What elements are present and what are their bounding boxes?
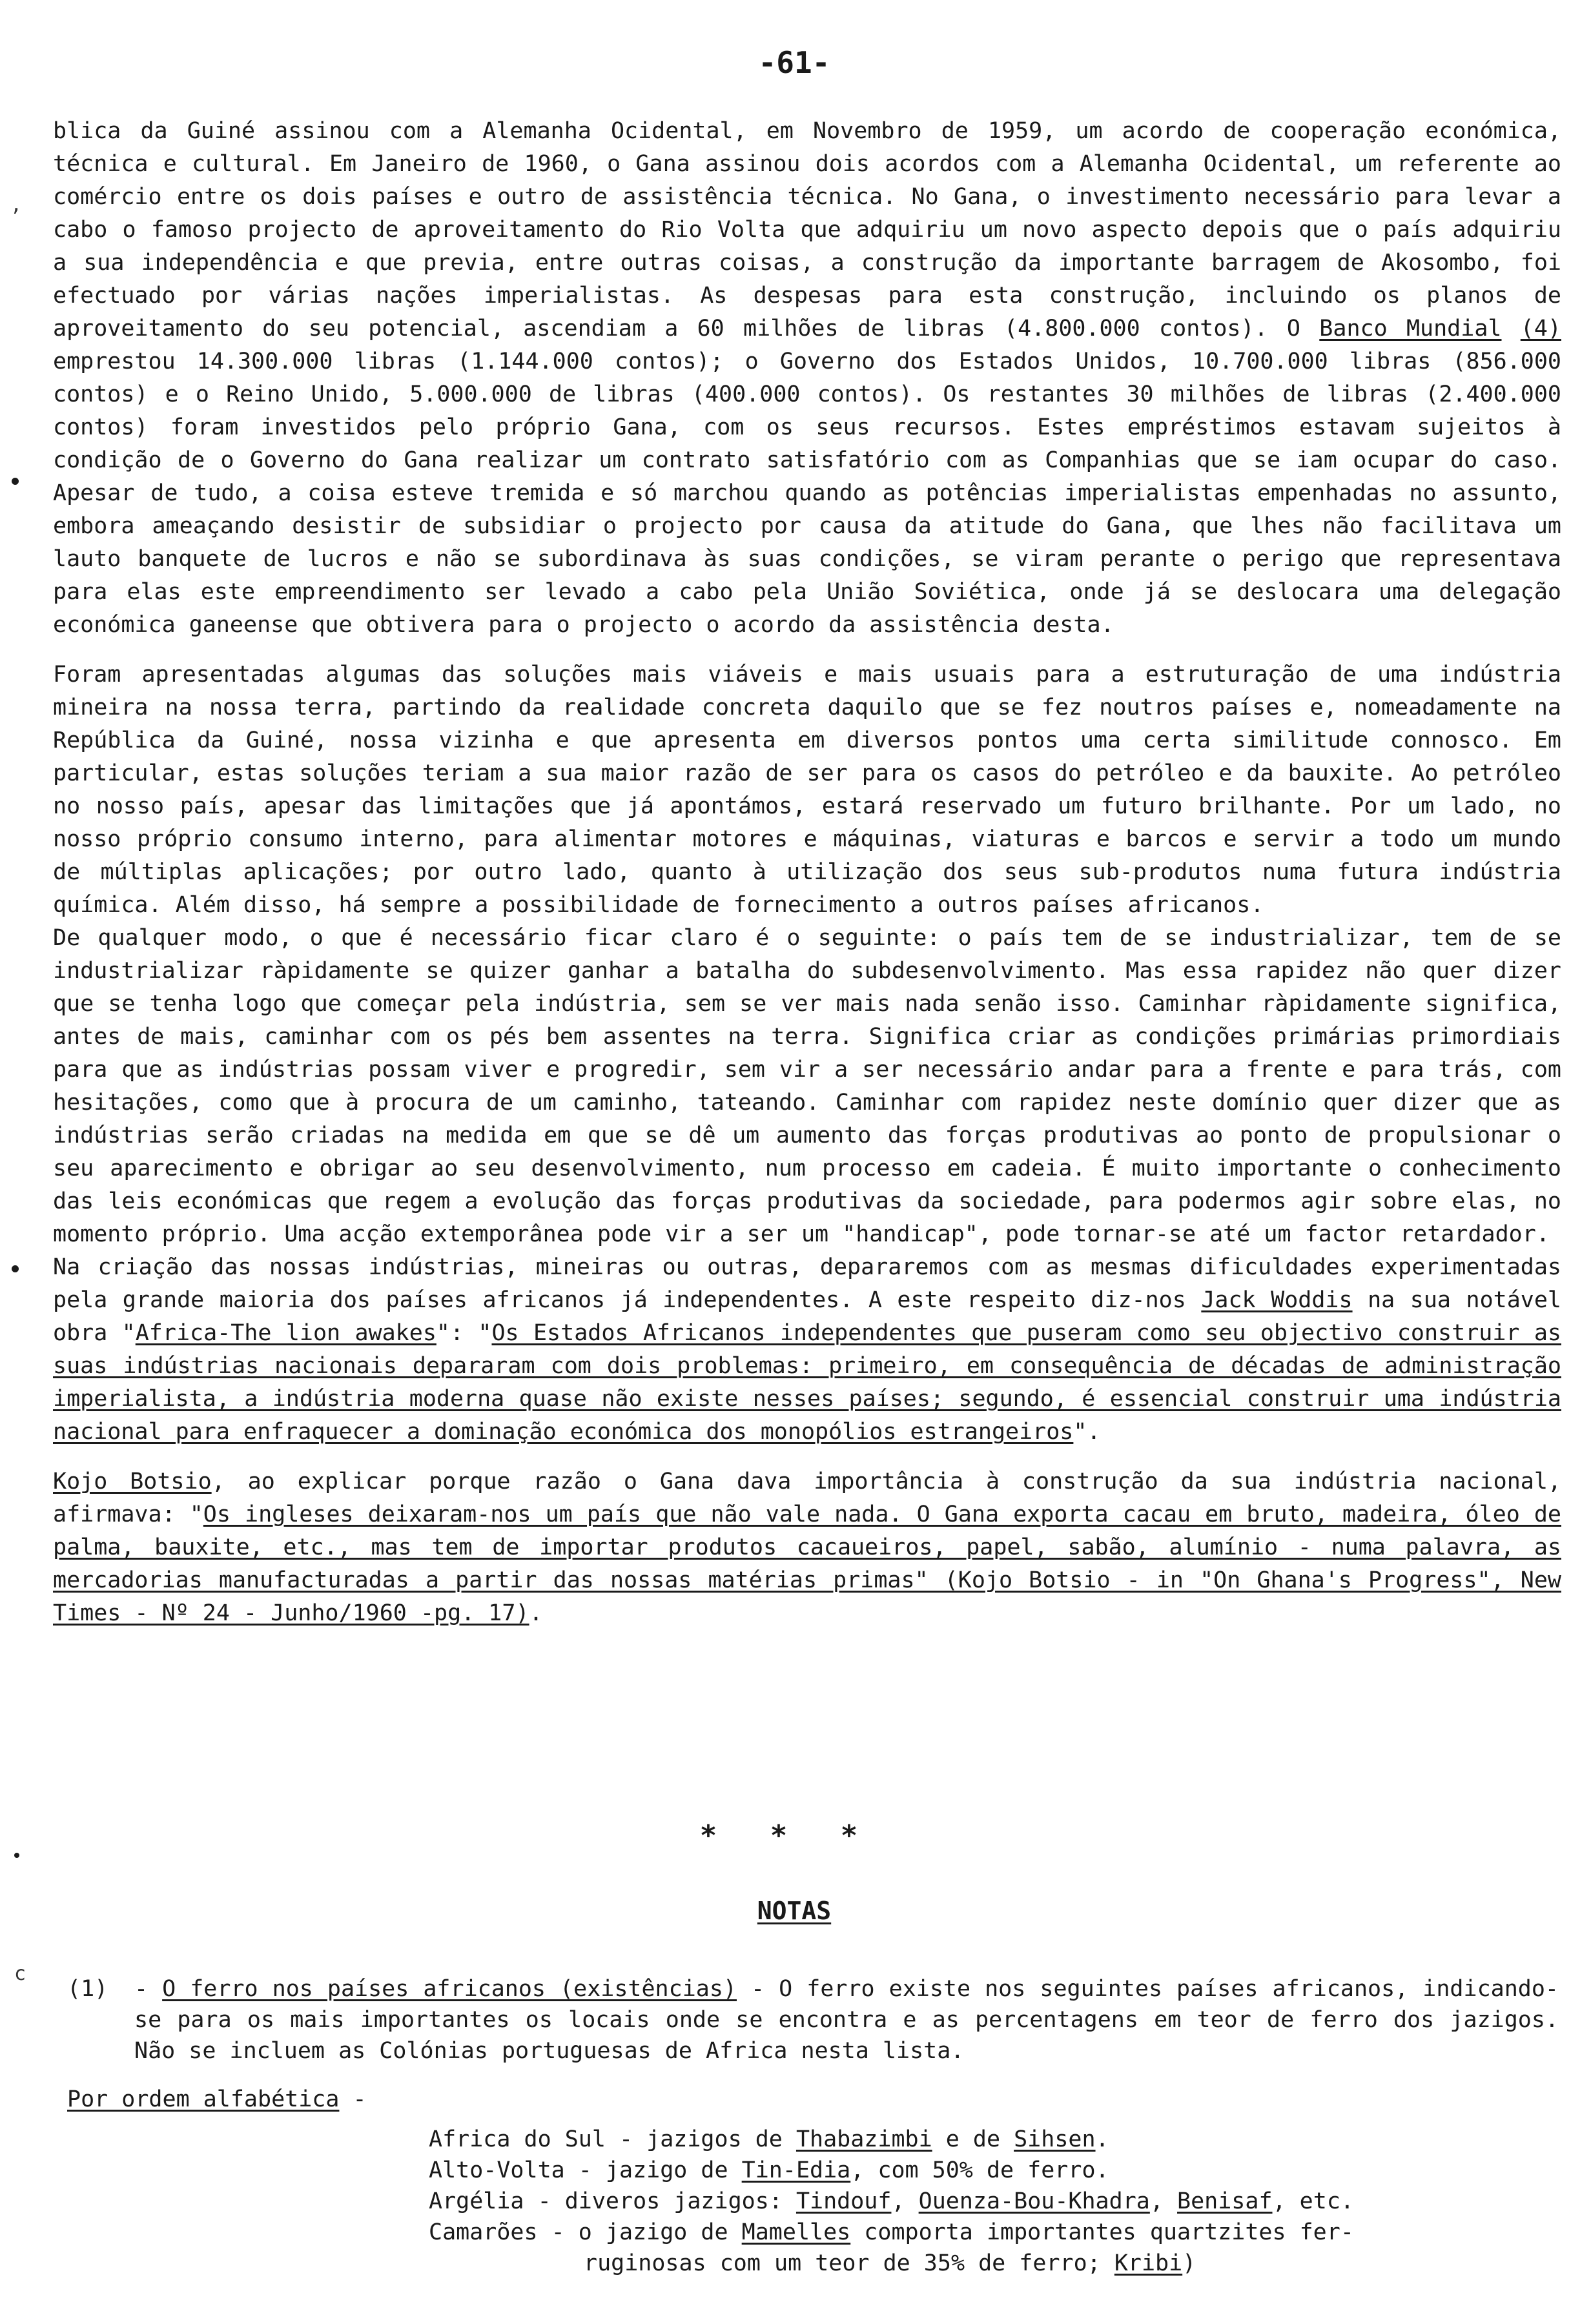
text-run: emprestou 14.300.000 libras (1.144.000 contos); o Governo dos Estados Unidos, 10.700.000 libras (856.000 contos) e o Reino Unido, 5.000.000 de libras (400.000 contos). Os restantes 30 milhões de libras (2.400.000 contos) foram investidos pelo próprio Gana, com os seus recursos. Estes empréstimos estavam sujeitos à condição de o Governo do Gana realizar um contrato satisfatório com as Companhias que se iam ocupar do caso. Apesar de tudo, a coisa esteve tremida e só marchou quando as potências imperialistas empenhadas no assunto, embora ameaçando desistir de subsidiar o projecto por causa da atitude do Gana, que lhes não facilitava um lauto banquete de lucros e não se subordinava às suas condições, se viram perante o perigo que representava para elas este empreendimento ser levado a cabo pela União Soviética, onde já se deslocara uma delegação económica ganeense que obtivera para o projecto o acordo da assistência desta. xyxy=(53,349,1561,638)
place-name: Mamelles xyxy=(741,2219,851,2245)
text-run: ". xyxy=(1073,1419,1101,1445)
list-item xyxy=(429,2217,1526,2248)
margin-dot xyxy=(14,1853,19,1858)
place-name: Tindouf xyxy=(796,2188,892,2214)
text-run: e de xyxy=(932,2126,1014,2152)
text-run xyxy=(1501,316,1520,341)
text-run: ) xyxy=(1182,2250,1196,2276)
list-item-continued xyxy=(429,2248,1526,2279)
alpha-label-text: Por ordem alfabética xyxy=(67,2086,340,2112)
text-run: blica da Guiné assinou com a Alemanha Ocidental, em Novembro de 1959, um acordo de cooperação económica, técnica e cultural. Em Janeiro de 1960, o Gana assinou dois acordos com a Alemanha Ocidental, um referente ao comércio entre os dois países e outro de assistência técnica. No Gana, o investimento necessário para levar a cabo o famoso projecto de aproveitamento do Rio Volta que adquiriu um novo aspecto depois que o país adquiriu a sua independência e que previa, entre outras coisas, a construção da importante barragem de Akosombo, foi efectuado por várias nações imperialistas. As despesas para esta construção, incluindo os planos de aproveitamento do seu potencial, ascendiam a 60 milhões de libras (4.800.000 contos). O xyxy=(53,118,1561,341)
alphabetical-order-label xyxy=(67,2086,367,2112)
text-run: - xyxy=(134,1976,163,2002)
underlined-quote-woddis: Os Estados Africanos independentes que puseram como seu objectivo construir as suas indústrias nacionais depararam com dois problemas: primeiro, em consequência de décadas de administração imperialista, a indústria moderna quase não existe nesses países; segundo, é essencial construir uma indústria nacional para enfraquecer a dominação económica dos monopólios estrangeiros xyxy=(53,1320,1561,1445)
alpha-label-dash: - xyxy=(339,2086,367,2112)
margin-dot xyxy=(12,1265,19,1272)
text-run: Alto-Volta - jazigo de xyxy=(429,2157,742,2183)
text-run: Argélia - diveros jazigos: xyxy=(429,2188,796,2214)
place-name: Thabazimbi xyxy=(796,2126,932,2152)
list-item xyxy=(429,2155,1526,2186)
margin-mark: c xyxy=(14,1962,26,1985)
text-run: . xyxy=(1095,2126,1109,2152)
text-run: - O ferro existe nos seguintes países africanos, indicando-se para os mais importantes os locais onde se encontra e as percentagens em teor de ferro dos jazigos. Não se incluem as Colónias portuguesas de Africa nesta lista. xyxy=(134,1976,1559,2064)
text-run: comporta importantes quartzites fer- xyxy=(850,2219,1354,2245)
margin-mark: , xyxy=(10,194,23,216)
text-run: Africa do Sul - jazigos de xyxy=(429,2126,796,2152)
footnote-text xyxy=(134,1973,1559,2066)
place-name: Benisaf xyxy=(1177,2188,1273,2214)
footnote-title: O ferro nos países africanos (existências) xyxy=(162,1976,737,2002)
underlined-quote-botsio: Os ingleses deixaram-nos um país que não vale nada. O Gana exporta cacau em bruto, madeira, óleo de palma, bauxite, etc., mas tem de importar produtos cacaueiros, papel, sabão, alumínio - numa palavra, as mercadorias manufacturadas a partir das nossas matérias primas" (Kojo Botsio - in "On Ghana's Progress", New Times - Nº 24 - Junho/1960 -pg. 17) xyxy=(53,1502,1561,1626)
list-item xyxy=(429,2186,1526,2217)
paragraph-industrialize: De qualquer modo, o que é necessário ficar claro é o seguinte: o país tem de se industrializar, tem de se industrializar ràpidamente se quizer ganhar a batalha do subdesenvolvimento. Mas essa rapidez não quer dizer que se tenha logo que começar pela indústria, sem se ver mais nada senão isso. Caminhar ràpidamente significa, antes de mais, caminhar com os pés bem assentes na terra. Significa criar as condições primárias primordiais para que as indústrias possam viver e progredir, sem vir a ser necessário andar para a frente e para trás, com hesitações, como que à procura de um caminho, tateando. Caminhar com rapidez neste domínio quer dizer que as indústrias serão criadas na medida em que se dê um aumento das forças produtivas ao ponto de propulsionar o seu aparecimento e obrigar ao seu desenvolvimento, num processo em cadeia. É muito importante o conhecimento das leis económicas que regem a evolução das forças produtivas da sociedade, para podermos agir sobre elas, no momento próprio. Uma acção extemporânea pode vir a ser um "handicap", pode tornar-se até um factor retardador. xyxy=(53,925,1561,1247)
text-run: ruginosas com um teor de 35% de ferro; xyxy=(584,2250,1114,2276)
text-run: , com 50% de ferro. xyxy=(850,2157,1109,2183)
paragraph-woddis xyxy=(53,1251,1561,1449)
underlined-author-woddis: Jack Woddis xyxy=(1201,1287,1353,1313)
place-name: Sihsen xyxy=(1014,2126,1096,2152)
text-run: , ao explicar porque razão o Gana dava importância à construção da sua indústria nacional, afirmava: " xyxy=(53,1469,1561,1527)
notes-heading: NOTAS xyxy=(757,1897,832,1925)
list-item xyxy=(429,2124,1526,2155)
section-separator: * * * xyxy=(699,1819,876,1852)
footnote-1 xyxy=(67,1973,1559,2066)
footnote-number: (1) xyxy=(67,1976,108,2002)
paragraph-solutions: Foram apresentadas algumas das soluções mais viáveis e mais usuais para a estruturação de uma indústria mineira na nossa terra, partindo da realidade concreta daquilo que se fez noutros países e, nomeadamente na República da Guiné, nossa vizinha e que apresenta em diversos pontos uma certa similitude connosco. Em particular, estas soluções teriam a sua maior razão de ser para os casos do petróleo e da bauxite. Ao petróleo no nosso país, apesar das limitações que já apontámos, estará reservado um futuro brilhante. Por um lado, no nosso próprio consumo interno, para alimentar motores e máquinas, viaturas e barcos e servir a todo um mundo de múltiplas aplicações; por outro lado, quanto à utilização dos seus sub-produtos numa futura indústria química. Além disso, há sempre a possibilidade de fornecimento a outros países africanos. xyxy=(53,662,1561,918)
place-name: Ouenza-Bou-Khadra xyxy=(918,2188,1150,2214)
underlined-book-title: Africa-The lion awakes xyxy=(135,1320,436,1346)
underlined-author-botsio: Kojo Botsio xyxy=(53,1469,212,1494)
text-run: , xyxy=(891,2188,919,2214)
place-name: Kribi xyxy=(1114,2250,1183,2276)
text-run: , xyxy=(1149,2188,1178,2214)
paragraph-botsio xyxy=(53,1465,1561,1630)
text-run: na sua notável obra " xyxy=(53,1287,1561,1346)
text-run: , etc. xyxy=(1272,2188,1354,2214)
text-run: . xyxy=(529,1600,543,1626)
text-run: Na criação das nossas indústrias, mineiras ou outras, depararemos com as mesmas dificuldades experimentadas pela grande maioria dos países africanos já independentes. A este respeito diz-nos xyxy=(53,1254,1561,1313)
country-list xyxy=(429,2124,1526,2279)
underlined-banco-mundial: Banco Mundial xyxy=(1319,316,1502,341)
margin-dot xyxy=(12,478,19,485)
footnote-ref-4: (4) xyxy=(1520,316,1561,341)
page-number: -61- xyxy=(758,45,830,80)
text-run: Camarões - o jazigo de xyxy=(429,2219,742,2245)
place-name: Tin-Edia xyxy=(741,2157,851,2183)
paragraph-gana-volta xyxy=(53,115,1561,642)
main-text xyxy=(53,115,1561,1630)
text-run: ": " xyxy=(436,1320,492,1346)
